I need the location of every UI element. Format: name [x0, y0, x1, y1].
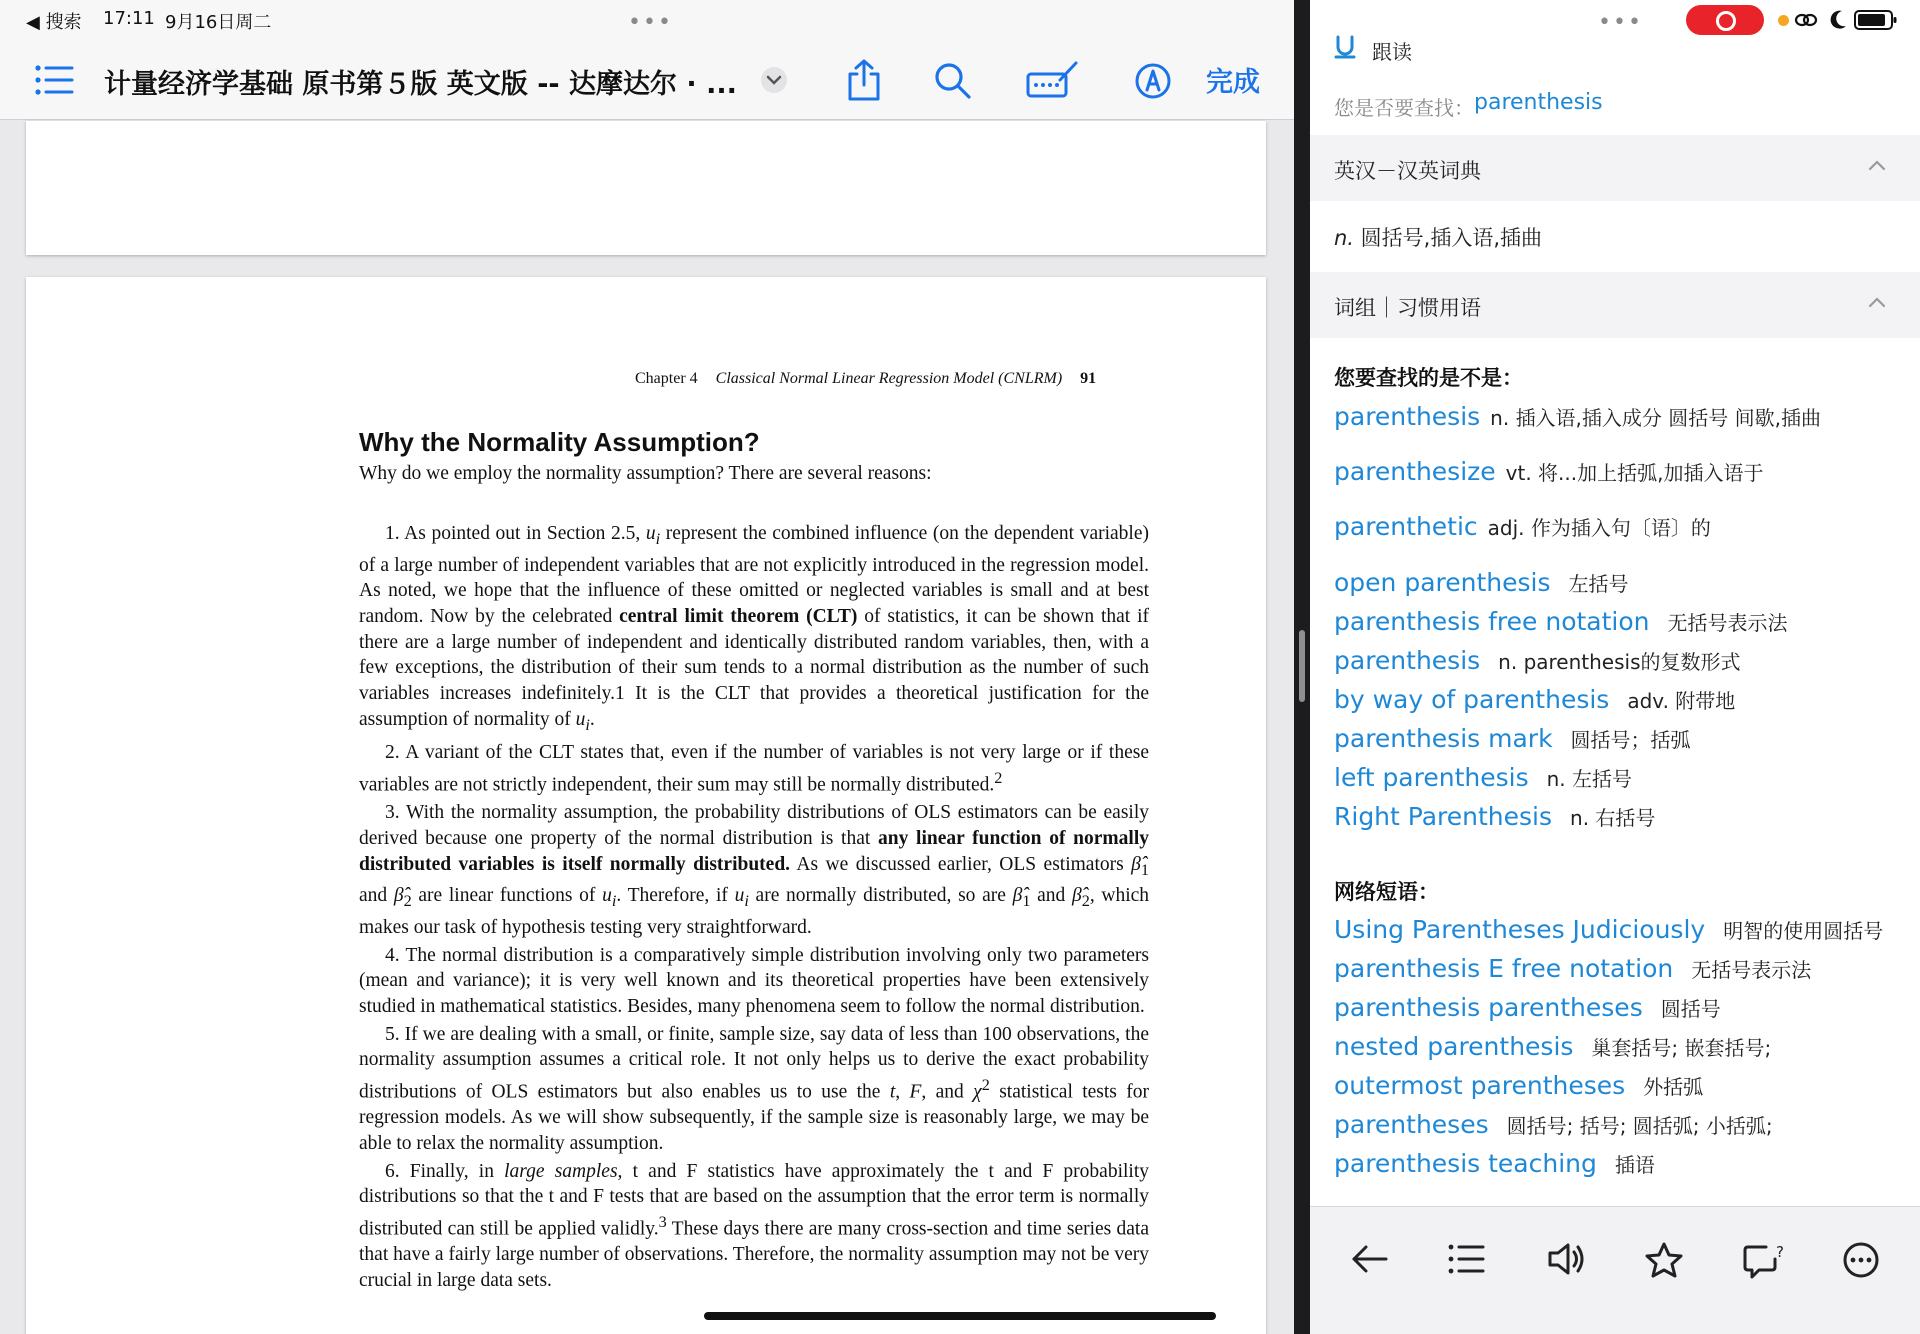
web-phrase-item[interactable]: parenthesis parentheses 圆括号: [1334, 993, 1721, 1022]
multitask-dots-icon[interactable]: •••: [1598, 10, 1643, 35]
back-arrow-icon[interactable]: [1350, 1241, 1390, 1277]
paragraph-1: 1. As pointed out in Section 2.5, $u_i$ represent the combined influence (on the dependent variable) of a large number of independent variables that are not explicitly introduced in the regression model. As noted, we hope that the influence of these omitted or neglected variables is small and at best random. Now by the celebrated central limit theorem (CLT) of statistics, it can be shown that if there are a large number of independent and identically distributed random variables, then, with a few exceptions, the distribution of their sum tends to a normal distribution as the number of such variables increases indefinitely.1 It is the CLT that provides a theoretical justification for the assumption of normality of $u_i$.: [359, 523, 1149, 734]
share-icon[interactable]: [846, 58, 882, 102]
suggestion-item[interactable]: parenthesize vt. 将...加上括弧,加插入语于: [1334, 457, 1764, 486]
definition-line: [1334, 222, 1542, 252]
phrase-item[interactable]: open parenthesis 左括号: [1334, 568, 1629, 597]
definition-pos: n.: [1334, 226, 1354, 250]
link-icon: [1794, 9, 1818, 31]
star-icon[interactable]: [1644, 1241, 1684, 1279]
svg-text:?: ?: [1776, 1243, 1784, 1261]
section-title: 英汉－汉英词典: [1334, 159, 1481, 183]
markup-icon[interactable]: [1134, 62, 1172, 100]
page-body: [359, 521, 1149, 1296]
web-phrase-item[interactable]: parenthesis teaching 插语: [1334, 1149, 1655, 1178]
keyboard-pen-icon[interactable]: [1026, 60, 1078, 100]
moon-icon: [1828, 9, 1848, 31]
chapter-title: Classical Normal Linear Regression Model (CNLRM): [715, 370, 1063, 387]
phrase-item[interactable]: left parenthesis n. 左括号: [1334, 763, 1632, 792]
section-title: 词组｜习惯用语: [1334, 296, 1481, 320]
status-time: 17:11: [103, 8, 155, 29]
phrase-item[interactable]: parenthesis n. parenthesis的复数形式: [1334, 646, 1741, 675]
search-icon[interactable]: [934, 62, 972, 100]
web-phrase-item[interactable]: outermost parentheses 外括弧: [1334, 1071, 1704, 1100]
battery-icon: [1854, 9, 1898, 31]
list-icon[interactable]: [1448, 1241, 1486, 1277]
follow-read-icon[interactable]: [1332, 34, 1358, 60]
paragraph-5: 5. If we are dealing with a small, or finite, sample size, say data of less than 100 observations, the normality assumption assumes a critical role. It not only helps us to derive the exact probability distributions of OLS estimators but also enables us to use the t, F, and $\chi^2$ statistical tests for regression models. As we will show subsequently, if the sample size is reasonably large, we may be able to relax the normality assumption.: [359, 1023, 1149, 1155]
mic-indicator-icon: [1778, 15, 1789, 26]
chevron-up-icon[interactable]: [1868, 159, 1886, 171]
chevron-up-icon[interactable]: [1868, 296, 1886, 308]
phrase-item[interactable]: by way of parenthesis adv. 附带地: [1334, 685, 1736, 714]
paragraph-6: 6. Finally, in large samples, t and F statistics have approximately the t and F probability distributions so that the t and F tests that are based on the assumption that the error term is normally distributed can still be applied validly.$^3$ These days there are many cross-section and time series data that have a fairly large number of observations. Therefore, the normality assumption may not be very crucial in large data sets.: [359, 1160, 1149, 1292]
follow-read-label[interactable]: 跟读: [1372, 40, 1412, 64]
pdf-page: [26, 277, 1266, 1334]
page-number: 91: [1080, 370, 1097, 387]
split-view-handle[interactable]: [1299, 630, 1305, 702]
chevron-down-icon[interactable]: [760, 66, 788, 94]
back-to-search-link[interactable]: ◀ 搜索: [26, 12, 82, 33]
feedback-icon[interactable]: [1742, 1241, 1786, 1279]
paragraph-2: 2. A variant of the CLT states that, even if the number of variables is not very large or if these variables are not strictly independent, their sum may still be normally distributed.$^2$: [359, 742, 1149, 796]
paragraph-4: 4. The normal distribution is a comparatively simple distribution involving only two parameters (mean and variance); it is very well known and its theoretical properties have been extensively studied in mathematical statistics. Besides, many phenomena seem to follow the normal distribution.: [359, 944, 1149, 1018]
screen-record-icon[interactable]: [1686, 5, 1764, 35]
multitask-dots-icon[interactable]: •••: [628, 10, 673, 35]
web-phrase-item[interactable]: Using Parentheses Judiciously 明智的使用圆括号: [1334, 915, 1884, 944]
suggestion-item[interactable]: parenthetic adj. 作为插入句〔语〕的: [1334, 512, 1711, 541]
list-icon[interactable]: [34, 64, 74, 96]
suggest-word-link[interactable]: parenthesis: [1474, 90, 1603, 115]
phrase-item[interactable]: parenthesis mark 圆括号；括弧: [1334, 724, 1691, 753]
section-en-cn-dictionary[interactable]: [1310, 135, 1920, 201]
pdf-toolbar: [0, 40, 1294, 120]
section-phrases[interactable]: [1310, 272, 1920, 338]
more-icon[interactable]: [1842, 1241, 1880, 1279]
status-date: 9月16日周二: [165, 12, 272, 33]
dictionary-app: [1310, 0, 1920, 1334]
document-title[interactable]: 计量经济学基础 原书第５版 英文版 -- 达摩达尔 · ...: [104, 69, 737, 100]
web-phrase-item[interactable]: parenthesis E free notation 无括号表示法: [1334, 954, 1812, 983]
done-button[interactable]: 完成: [1206, 67, 1260, 98]
definition-text: 圆括号,插入语,插曲: [1354, 226, 1543, 250]
home-indicator[interactable]: [704, 1312, 1216, 1320]
web-phrase-item[interactable]: nested parenthesis 巢套括号; 嵌套括号;: [1334, 1032, 1772, 1061]
section-heading: Why the Normality Assumption?: [359, 427, 760, 457]
web-phrase-item[interactable]: parentheses 圆括号; 括号; 圆括弧; 小括弧;: [1334, 1110, 1773, 1139]
suggest-prefix: 您是否要查找：: [1334, 96, 1474, 120]
page-header: [635, 370, 1096, 388]
phrase-item[interactable]: parenthesis free notation 无括号表示法: [1334, 607, 1788, 636]
chapter-label: Chapter 4: [635, 370, 698, 387]
did-you-mean-heading: 您要查找的是不是：: [1334, 366, 1523, 390]
intro-text: Why do we employ the normality assumption? There are several reasons:: [359, 463, 932, 484]
speaker-icon[interactable]: [1546, 1241, 1586, 1277]
pdf-page-previous: [26, 121, 1266, 255]
suggestion-item[interactable]: parenthesis n. 插入语,插入成分 圆括号 间歇,插曲: [1334, 402, 1821, 431]
paragraph-3: 3. With the normality assumption, the probability distributions of OLS estimators can be easily derived because one property of the normal distribution is that any linear function of normally distributed variables is itself normally distributed. As we discussed earlier, OLS estimators $\betâ_1$ and $\betâ_2$ are linear functions of $u_i$. Therefore, if $u_i$ are normally distributed, so are $\betâ_1$ and $\betâ_2$, which makes our task of hypothesis testing very straightforward.: [359, 802, 1150, 938]
status-bar: [0, 0, 1294, 40]
phrase-item[interactable]: Right Parenthesis n. 右括号: [1334, 802, 1656, 831]
web-phrases-heading: 网络短语：: [1334, 880, 1439, 904]
bottom-toolbar: [1310, 1206, 1920, 1334]
